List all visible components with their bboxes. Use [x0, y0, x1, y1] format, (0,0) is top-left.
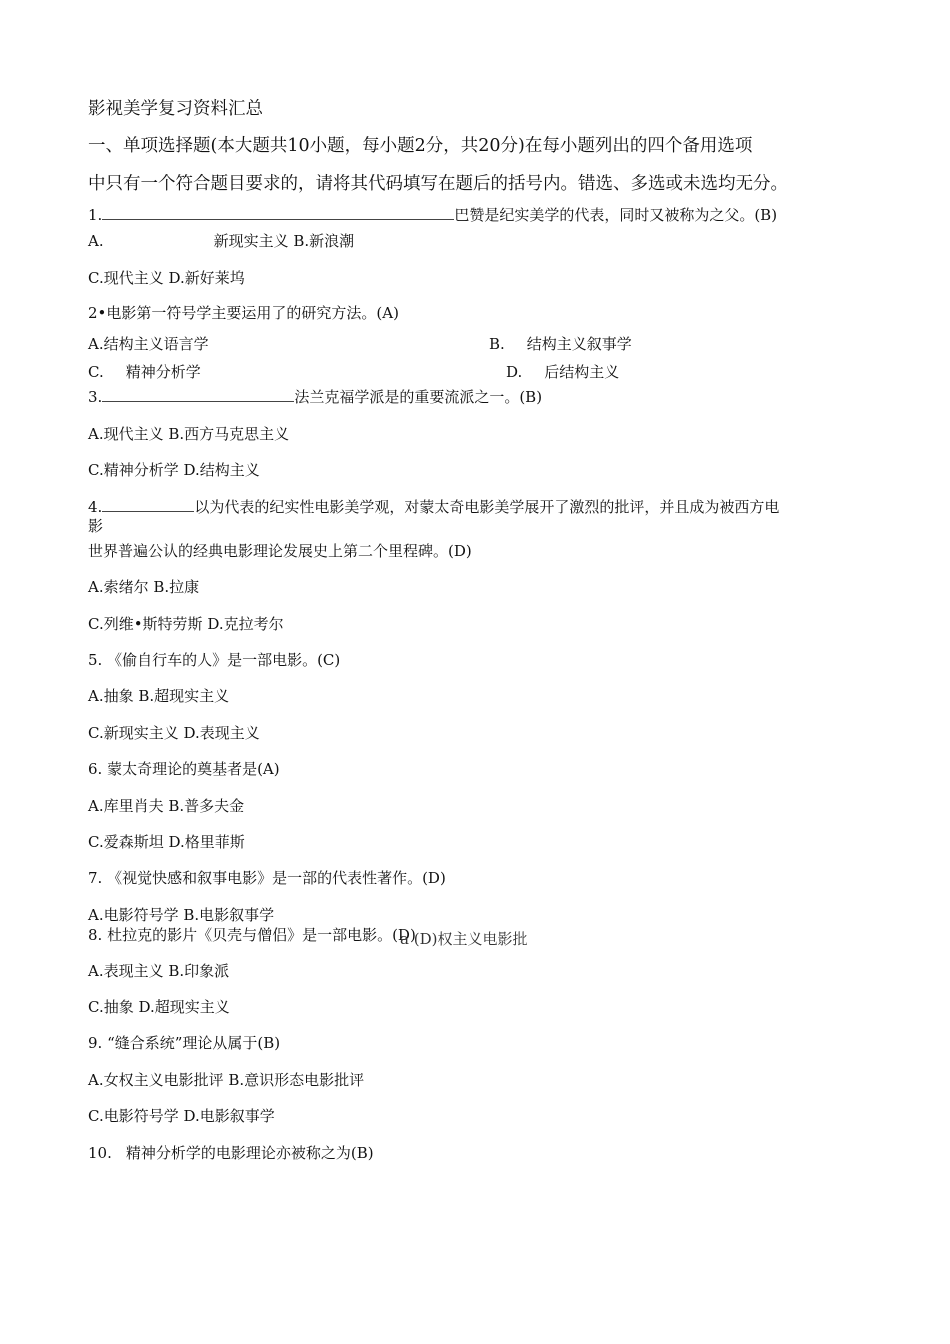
option-label: C.: [88, 363, 104, 381]
question-10-stem: [88, 1142, 374, 1163]
question-2-stem: 2•电影第一符号学主要运用了的研究方法。(A): [88, 304, 399, 322]
question-4-options-ab: A.索绪尔 B.拉康: [88, 578, 200, 596]
question-1-options-ab: [88, 230, 354, 251]
option-text: 新现实主义 B.新浪潮: [213, 232, 355, 250]
instruction-line-2: 中只有一个符合题目要求的，请将其代码填写在题后的括号内。错选、多选或未选均无分。: [88, 174, 788, 194]
question-text: 以为代表的纪实性电影美学观，对蒙太奇电影美学展开了激烈的批评，并且成为被西方电: [194, 498, 780, 516]
question-9-stem: 9. “缝合系统”理论从属于(B): [88, 1034, 281, 1052]
question-number: 3.: [88, 388, 103, 406]
question-4-stem: [88, 496, 779, 517]
document-title: 影视美学复习资料汇总: [88, 99, 263, 119]
question-3-options-ab: A.现代主义 B.西方马克思主义: [88, 425, 290, 443]
question-6-options-ab: A.库里肖夫 B.普多夫金: [88, 797, 245, 815]
overlapping-text-fragment: a (D)权主义电影批: [400, 930, 528, 948]
question-6-stem: 6. 蒙太奇理论的奠基者是(A): [88, 760, 280, 778]
option-label: A.: [88, 232, 104, 250]
answer-blank: [102, 206, 454, 220]
question-9-options-ab: A.女权主义电影批评 B.意识形态电影批评: [88, 1071, 365, 1089]
question-number: 4.: [88, 498, 103, 516]
question-8-stem: 8. 杜拉克的影片《贝壳与僧侣》是一部电影。(D): [88, 926, 416, 944]
instruction-line-1: 一、单项选择题(本大题共10小题，每小题2分，共20分)在每小题列出的四个备用选项: [88, 136, 753, 156]
question-7-stem: 7. 《视觉快感和叙事电影》是一部的代表性著作。(D): [88, 869, 446, 887]
question-5-stem: 5. 《偷自行车的人》是一部电影。(C): [88, 651, 341, 669]
question-5-options-ab: A.抽象 B.超现实主义: [88, 687, 230, 705]
question-7-options-ab: A.电影符号学 B.电影叙事学: [88, 906, 275, 924]
option-text: 结构主义叙事学: [526, 335, 632, 353]
question-2-option-b: [489, 333, 632, 354]
option-text: 精神分析学: [125, 363, 201, 381]
question-1-options-cd: C.现代主义 D.新好莱坞: [88, 269, 245, 287]
question-text: 巴赞是纪实美学的代表，同时又被称为之父。(B): [454, 206, 778, 224]
question-number: 10.: [88, 1144, 112, 1162]
question-4-options-cd: C.列维•斯特劳斯 D.克拉考尔: [88, 615, 284, 633]
question-2-option-a: A.结构主义语言学: [88, 335, 209, 353]
question-8-options-cd: C.抽象 D.超现实主义: [88, 998, 230, 1016]
question-2-option-c: [88, 361, 201, 382]
question-8-options-ab: A.表现主义 B.印象派: [88, 962, 230, 980]
question-1-stem: [88, 204, 777, 225]
question-3-options-cd: C.精神分析学 D.结构主义: [88, 461, 260, 479]
question-3-stem: [88, 386, 542, 407]
question-2-option-d: [506, 361, 619, 382]
question-9-options-cd: C.电影符号学 D.电影叙事学: [88, 1107, 275, 1125]
answer-blank: [102, 388, 294, 402]
question-4-stem-wrap: 影: [88, 517, 104, 535]
question-text: 法兰克福学派是的重要流派之一。(B): [294, 388, 543, 406]
option-label: D.: [506, 363, 523, 381]
option-label: B.: [489, 335, 505, 353]
question-4-stem-line-2: 世界普遍公认的经典电影理论发展史上第二个里程碑。(D): [88, 542, 472, 560]
answer-blank: [102, 498, 194, 512]
option-text: 后结构主义: [544, 363, 620, 381]
question-number: 1.: [88, 206, 103, 224]
question-text: 精神分析学的电影理论亦被称之为(B): [125, 1144, 374, 1162]
question-5-options-cd: C.新现实主义 D.表现主义: [88, 724, 260, 742]
question-6-options-cd: C.爱森斯坦 D.格里菲斯: [88, 833, 245, 851]
